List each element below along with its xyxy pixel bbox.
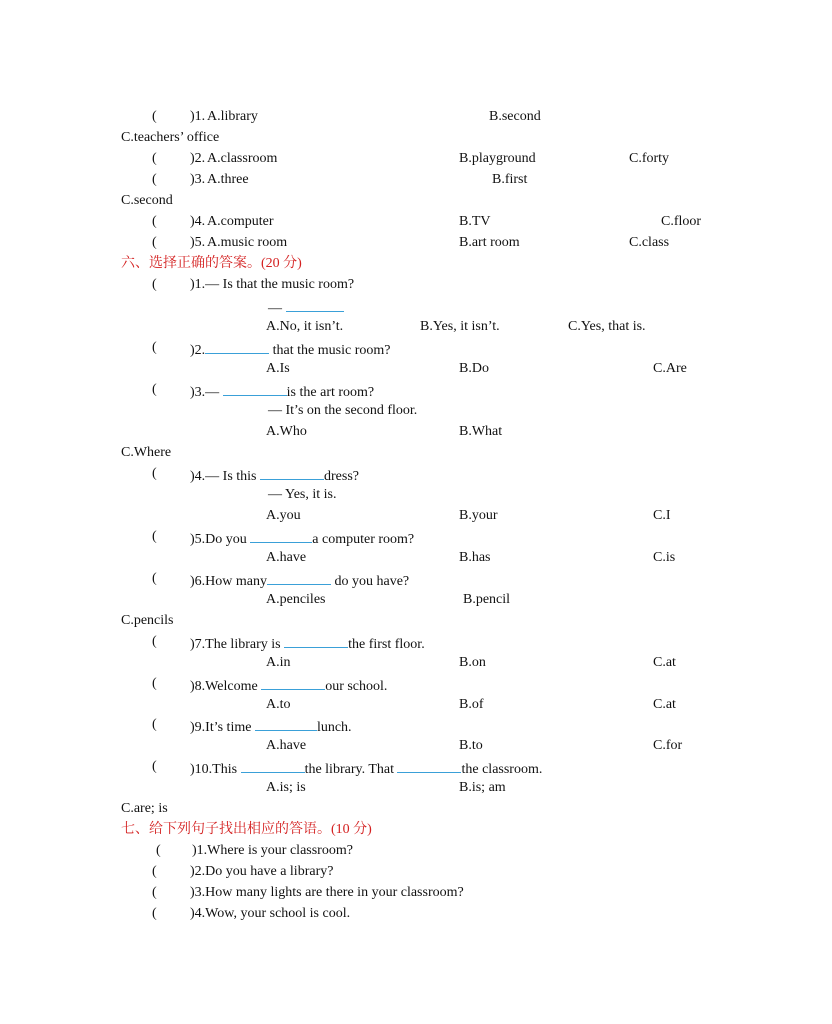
- option-c: C.second: [121, 193, 173, 208]
- option-c: C.Where: [121, 445, 172, 460]
- option-b: B.TV: [459, 214, 491, 229]
- paren[interactable]: (: [156, 843, 161, 858]
- option-b: B.your: [459, 508, 498, 523]
- option-a: A.in: [266, 655, 291, 670]
- reply: — It’s on the second floor.: [268, 403, 418, 418]
- option-b: B.of: [459, 697, 484, 712]
- option-c: C.teachers’ office: [121, 130, 220, 145]
- question-stem: )9.It’s time lunch.: [190, 717, 352, 736]
- option-c: C.at: [653, 697, 676, 712]
- answer-blank[interactable]: [267, 571, 331, 585]
- question-number: )3.: [190, 172, 206, 187]
- paren[interactable]: (: [152, 340, 157, 355]
- option-a: A.you: [266, 508, 301, 523]
- paren[interactable]: (: [152, 109, 157, 124]
- question-stem: )8.Welcome our school.: [190, 676, 387, 695]
- paren[interactable]: (: [152, 172, 157, 187]
- option-a: A.computer: [207, 214, 274, 229]
- question-number: )2.: [190, 151, 206, 166]
- option-b: B.first: [492, 172, 528, 187]
- paren[interactable]: (: [152, 235, 157, 250]
- paren[interactable]: (: [152, 151, 157, 166]
- question-text: )3.How many lights are there in your classroom?: [190, 885, 464, 900]
- question-number: )5.: [190, 235, 206, 250]
- answer-blank[interactable]: [241, 759, 305, 773]
- option-c: C.I: [653, 508, 671, 523]
- answer-blank[interactable]: [261, 676, 325, 690]
- answer-blank[interactable]: [260, 466, 324, 480]
- option-c: C.Are: [653, 361, 687, 376]
- option-c: C.at: [653, 655, 676, 670]
- paren[interactable]: (: [152, 214, 157, 229]
- paren[interactable]: (: [152, 634, 157, 649]
- question-text: )4.Wow, your school is cool.: [190, 906, 351, 921]
- paren[interactable]: (: [152, 571, 157, 586]
- question-stem: )6.How many do you have?: [190, 571, 409, 590]
- paren[interactable]: (: [152, 864, 157, 879]
- question-number: )1.: [190, 109, 206, 124]
- option-b: B.What: [459, 424, 503, 439]
- section-heading: 七、给下列句子找出相应的答语。(10 分): [121, 822, 372, 837]
- option-a: A.have: [266, 738, 307, 753]
- answer-blank[interactable]: [255, 717, 317, 731]
- option-b: B.Yes, it isn’t.: [420, 319, 500, 334]
- option-b: B.to: [459, 738, 483, 753]
- option-c: C.for: [653, 738, 683, 753]
- question-stem: )3.— is the art room?: [190, 382, 374, 401]
- question-text: )2.Do you have a library?: [190, 864, 334, 879]
- option-c: C.is: [653, 550, 676, 565]
- answer-blank[interactable]: [223, 382, 287, 396]
- paren[interactable]: (: [152, 277, 157, 292]
- question-stem: )2. that the music room?: [190, 340, 390, 359]
- paren[interactable]: (: [152, 676, 157, 691]
- paren[interactable]: (: [152, 529, 157, 544]
- option-c: C.forty: [629, 151, 670, 166]
- answer-blank[interactable]: [205, 340, 269, 354]
- reply-dash: —: [268, 298, 344, 317]
- paren[interactable]: (: [152, 759, 157, 774]
- question-stem: )10.This the library. That the classroom.: [190, 759, 542, 778]
- option-a: A.penciles: [266, 592, 326, 607]
- option-a: A.three: [207, 172, 249, 187]
- paren[interactable]: (: [152, 885, 157, 900]
- option-c: C.Yes, that is.: [568, 319, 646, 334]
- option-c: C.floor: [661, 214, 702, 229]
- paren[interactable]: (: [152, 466, 157, 481]
- question-stem: )7.The library is the first floor.: [190, 634, 425, 653]
- option-a: A.to: [266, 697, 291, 712]
- option-a: A.music room: [207, 235, 288, 250]
- option-a: A.Who: [266, 424, 307, 439]
- option-b: B.Do: [459, 361, 489, 376]
- question-stem: )5.Do you a computer room?: [190, 529, 414, 548]
- option-a: A.is; is: [266, 780, 306, 795]
- option-b: B.is; am: [459, 780, 506, 795]
- option-a: A.No, it isn’t.: [266, 319, 344, 334]
- reply: — Yes, it is.: [268, 487, 337, 502]
- answer-blank[interactable]: [397, 759, 461, 773]
- option-c: C.pencils: [121, 613, 174, 628]
- option-a: A.classroom: [207, 151, 278, 166]
- paren[interactable]: (: [152, 382, 157, 397]
- answer-blank[interactable]: [286, 298, 344, 312]
- option-a: A.have: [266, 550, 307, 565]
- section-heading: 六、选择正确的答案。(20 分): [121, 256, 302, 271]
- question-stem: )1.— Is that the music room?: [190, 277, 355, 292]
- answer-blank[interactable]: [284, 634, 348, 648]
- option-b: B.art room: [459, 235, 520, 250]
- option-b: B.has: [459, 550, 491, 565]
- option-c: C.are; is: [121, 801, 168, 816]
- option-a: A.library: [207, 109, 258, 124]
- option-a: A.Is: [266, 361, 290, 376]
- question-stem: )4.— Is this dress?: [190, 466, 359, 485]
- option-b: B.on: [459, 655, 486, 670]
- question-text: )1.Where is your classroom?: [192, 843, 353, 858]
- option-c: C.class: [629, 235, 670, 250]
- answer-blank[interactable]: [250, 529, 312, 543]
- option-b: B.playground: [459, 151, 536, 166]
- option-b: B.second: [489, 109, 541, 124]
- paren[interactable]: (: [152, 906, 157, 921]
- paren[interactable]: (: [152, 717, 157, 732]
- option-b: B.pencil: [463, 592, 511, 607]
- question-number: )4.: [190, 214, 206, 229]
